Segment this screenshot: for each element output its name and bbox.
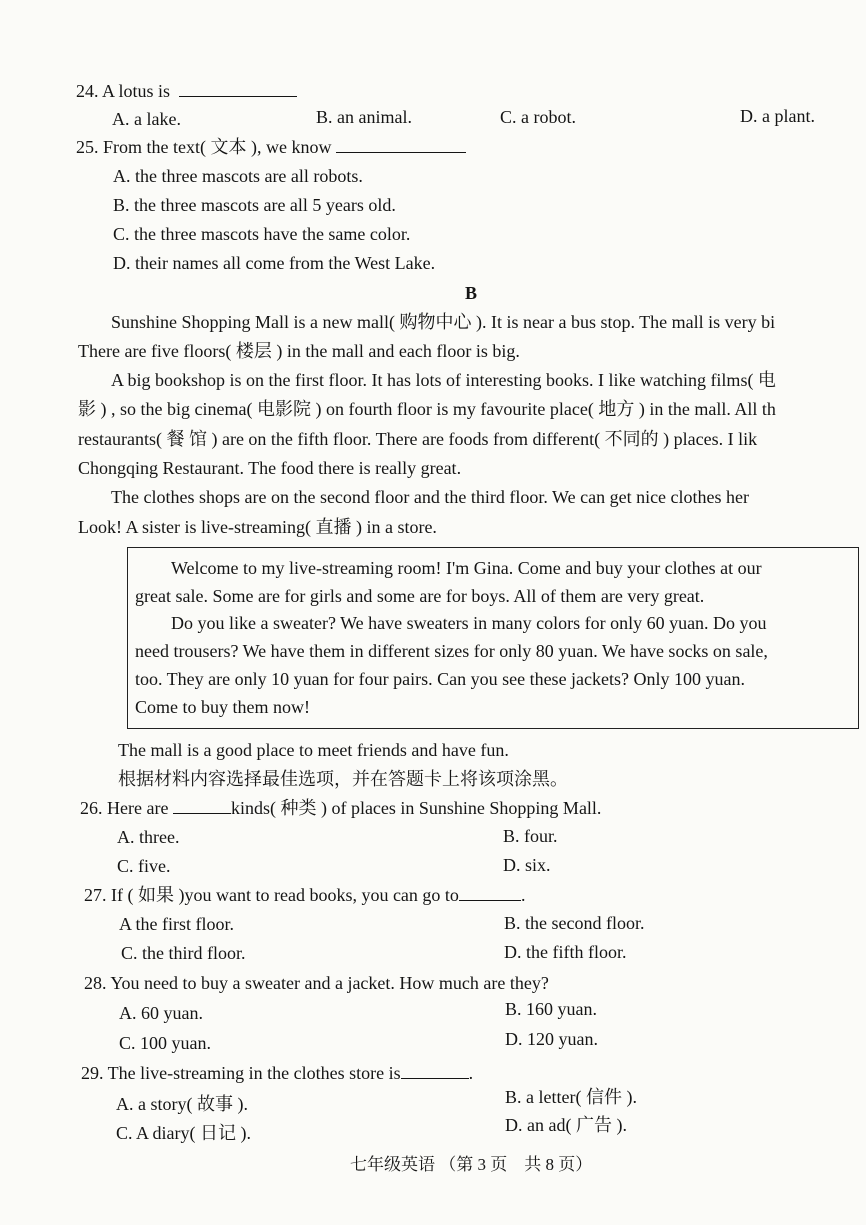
question-text: 24. A lotus is (76, 81, 171, 101)
option-27a: A the first floor. (119, 914, 234, 934)
question-text-cont: kinds( 种类 ) of places in Sunshine Shopping Mall. (230, 798, 602, 818)
passage-closing: The mall is a good place to meet friends and have fun. (118, 740, 509, 760)
option-24a: A. a lake. (112, 109, 181, 129)
option-28c: C. 100 yuan. (119, 1033, 211, 1053)
question-text: 29. The live-streaming in the clothes store is (81, 1063, 401, 1083)
option-28a: A. 60 yuan. (119, 1003, 203, 1023)
passage-line-7: The clothes shops are on the second floor and the third floor. We can get nice clothes her (111, 487, 750, 507)
option-24d: D. a plant. (740, 106, 815, 126)
answer-blank (401, 1064, 469, 1079)
option-28d: D. 120 yuan. (505, 1029, 598, 1049)
section-title: B (465, 283, 478, 303)
passage-line-5: restaurants( 餐 馆 ) are on the fifth floor. There are foods from different( 不同的 ) places. I lik (78, 429, 758, 449)
box-line-6: Come to buy them now! (135, 697, 310, 717)
passage-line-8: Look! A sister is live-streaming( 直播 ) in a store. (78, 517, 437, 537)
option-26a: A. three. (117, 827, 180, 847)
box-line-2: great sale. Some are for girls and some are for boys. All of them are very great. (135, 586, 705, 606)
question-24-stem (76, 80, 297, 102)
option-26c: C. five. (117, 856, 171, 876)
question-27-stem (84, 884, 525, 906)
question-end: . (520, 885, 526, 905)
question-28-stem: 28. You need to buy a sweater and a jacket. How much are they? (84, 973, 549, 993)
question-25-stem (76, 136, 466, 158)
box-line-1: Welcome to my live-streaming room! I'm Gina. Come and buy your clothes at our (171, 558, 762, 578)
question-text: 26. Here are (80, 798, 169, 818)
option-25c: C. the three mascots have the same color. (113, 224, 411, 244)
passage-line-1: Sunshine Shopping Mall is a new mall( 购物中心 ). It is near a bus stop. The mall is very bi (111, 312, 776, 332)
option-25a: A. the three mascots are all robots. (113, 166, 363, 186)
option-29b: B. a letter( 信件 ). (505, 1087, 637, 1107)
option-27b: B. the second floor. (504, 913, 645, 933)
passage-line-6: Chongqing Restaurant. The food there is really great. (78, 458, 462, 478)
option-24c: C. a robot. (500, 107, 576, 127)
option-29c: C. A diary( 日记 ). (116, 1123, 251, 1143)
question-29-stem (81, 1062, 473, 1084)
option-28b: B. 160 yuan. (505, 999, 597, 1019)
passage-line-3: A big bookshop is on the first floor. It has lots of interesting books. I like watching films( 电 (111, 370, 776, 390)
passage-line-2: There are five floors( 楼层 ) in the mall and each floor is big. (78, 341, 520, 361)
option-29d: D. an ad( 广告 ). (505, 1115, 627, 1135)
question-26-stem (80, 797, 601, 819)
answer-blank (173, 799, 231, 814)
page-footer: 七年级英语 （第 3 页 共 8 页） (350, 1155, 593, 1174)
answer-blank (179, 82, 297, 97)
option-26d: D. six. (503, 855, 551, 875)
answer-blank (459, 886, 521, 901)
box-line-4: need trousers? We have them in different sizes for only 80 yuan. We have socks on sale, (135, 641, 768, 661)
box-line-3: Do you like a sweater? We have sweaters in many colors for only 60 yuan. Do you (171, 613, 767, 633)
box-line-5: too. They are only 10 yuan for four pairs. Can you see these jackets? Only 100 yuan. (135, 669, 746, 689)
question-text: 25. From the text( 文本 ), we know (76, 137, 332, 157)
option-26b: B. four. (503, 826, 558, 846)
option-24b: B. an animal. (316, 107, 412, 127)
option-27c: C. the third floor. (121, 943, 246, 963)
option-25d: D. their names all come from the West Lake. (113, 253, 436, 273)
answer-blank (336, 138, 466, 153)
question-end: . (468, 1063, 474, 1083)
option-29a: A. a story( 故事 ). (116, 1094, 248, 1114)
option-25b: B. the three mascots are all 5 years old. (113, 195, 396, 215)
question-text: 27. If ( 如果 )you want to read books, you can go to (84, 885, 459, 905)
instruction-text: 根据材料内容选择最佳选项，并在答题卡上将该项涂黑。 (118, 769, 568, 789)
option-27d: D. the fifth floor. (504, 942, 627, 962)
passage-line-4: 影 ) , so the big cinema( 电影院 ) on fourth floor is my favourite place( 地方 ) in the mall. All th (78, 399, 776, 419)
